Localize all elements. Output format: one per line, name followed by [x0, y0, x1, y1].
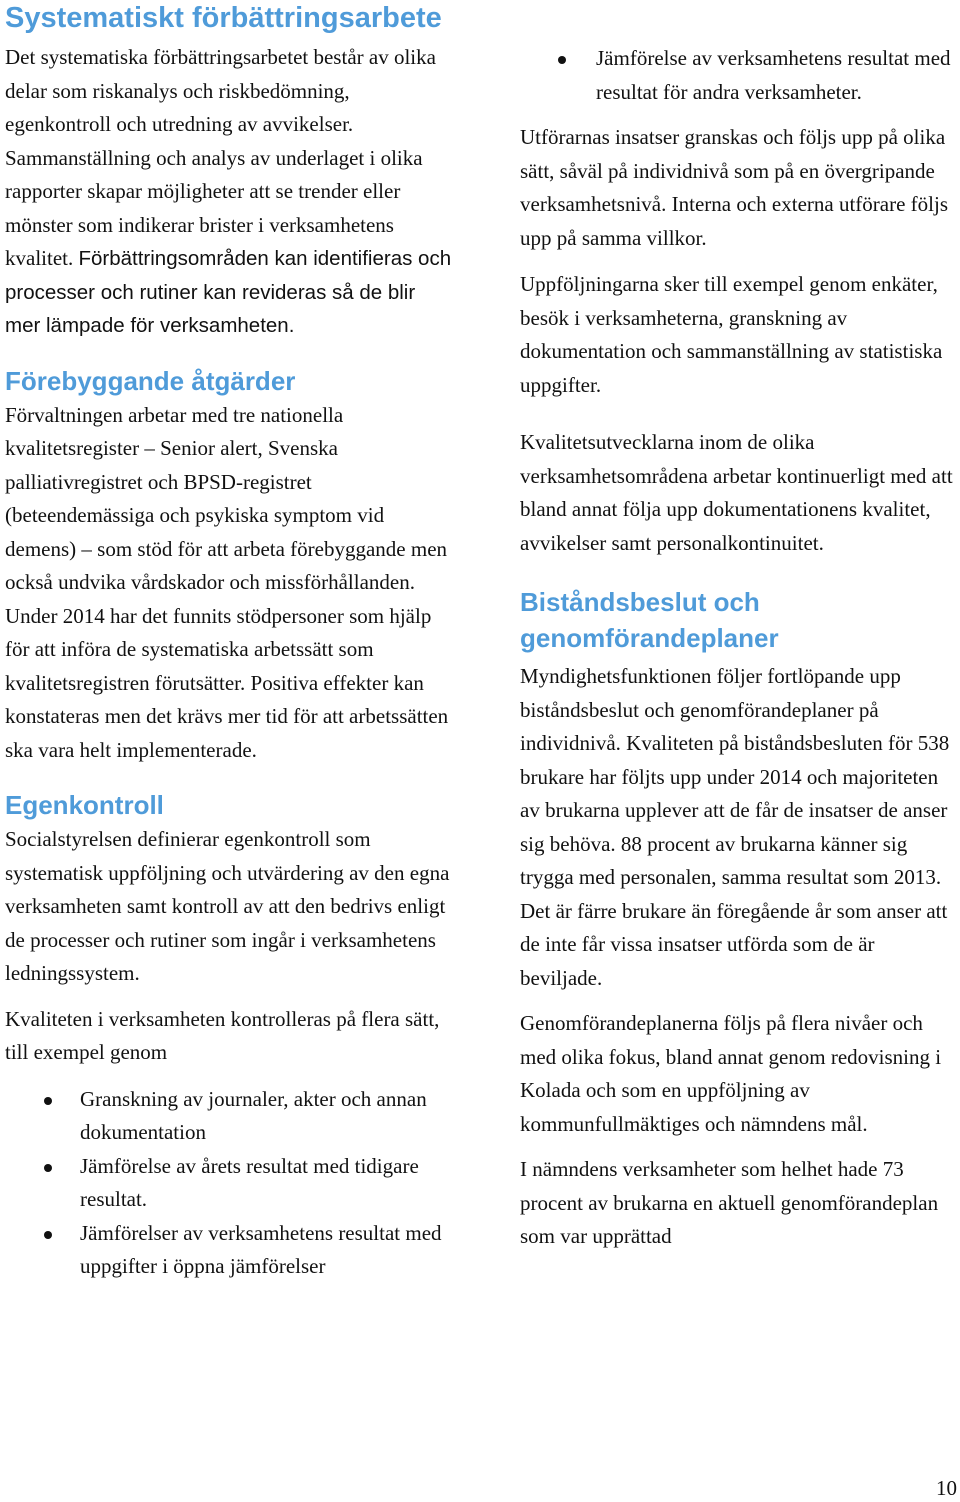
page-number: 10 — [936, 1476, 957, 1500]
list-item — [5, 1083, 455, 1150]
bullet-icon — [558, 56, 566, 64]
plans-statistics-paragraph: I nämndens verksamheter som helhet hade 73 procent av brukarna en aktuell genomförandeplan som var upprättad — [520, 1157, 939, 1248]
right-column — [520, 42, 960, 1254]
quality-developers-paragraph: Kvalitetsutvecklarna inom de olika verksamhetsområdena arbetar kontinuerligt med att bland annat följa upp dokumentationens kvalitet, avvikelser samt personalkontinuitet. — [520, 430, 953, 555]
plans-paragraph: Genomförandeplanerna följs på flera nivåer och med olika fokus, bland annat genom redovisning i Kolada och som en uppföljning av kommunfullmäktiges och nämndens mål. — [520, 1011, 942, 1136]
bullet-icon — [44, 1231, 52, 1239]
followup-methods-paragraph: Uppföljningarna sker till exempel genom enkäter, besök i verksamheterna, granskning av dokumentation och sammanställning av statistiska uppgifter. — [520, 272, 943, 397]
heading-decisions: Biståndsbeslut och genomförandeplaner — [520, 587, 779, 653]
list-item — [5, 1150, 455, 1217]
page-title: Systematiskt förbättringsarbete — [5, 2, 442, 34]
bullet-icon — [44, 1164, 52, 1172]
list-item-text: Granskning av journaler, akter och annan dokumentation — [80, 1086, 427, 1144]
quality-intro-paragraph: Kvaliteten i verksamheten kontrolleras på flera sätt, till exempel genom — [5, 1006, 440, 1064]
quality-bullet-list — [5, 1083, 455, 1284]
heading-prevention: Förebyggande åtgärder — [5, 365, 296, 396]
intro-paragraph — [5, 41, 455, 343]
intro-serif-text: Det systematiska förbättringsarbetet består av olika delar som riskanalys och riskbedömning, egenkontroll och utredning av avvikelser. Sammanställning och analys av underlaget i olika rapporter skapar möjligheter att se trender eller mönster som indikerar brister i verksamhetens kvalitet. — [5, 45, 436, 270]
list-item — [5, 1217, 455, 1284]
selfcontrol-paragraph: Socialstyrelsen definierar egenkontroll som systematisk uppföljning och utvärdering av den egna verksamheten samt kontroll av att den bedrivs enligt de processer och rutiner som ingår i verksamhetens ledningssystem. — [5, 827, 450, 985]
left-column — [5, 0, 455, 1284]
bullet-icon — [44, 1097, 52, 1105]
prevention-paragraph: Förvaltningen arbetar med tre nationella kvalitetsregister – Senior alert, Svenska palliativregistret och BPSD-registret (beteendemässiga och psykiska symptom vid demens) – som stöd för att arbeta förebyggande men också undvika vårdskador och missförhållanden. Under 2014 har det funnits stödpersoner som hjälp för att införa de systematiska arbetssätt som kvalitetsregistren förutsätter. Positiva effekter kan konstateras men det krävs mer tid för att arbetssätten ska vara helt implementerade. — [5, 402, 449, 762]
followup-paragraph: Utförarnas insatser granskas och följs upp på olika sätt, såväl på individnivå som på en övergripande verksamhetsnivå. Interna och externa utförare följs upp på samma villkor. — [520, 125, 948, 250]
list-item — [520, 42, 960, 109]
list-item-text: Jämförelse av verksamhetens resultat med resultat för andra verksamheter. — [596, 46, 951, 104]
heading-selfcontrol: Egenkontroll — [5, 790, 164, 820]
list-item-text: Jämförelse av årets resultat med tidigare resultat. — [80, 1153, 419, 1211]
intro-sans-text: Förbättringsområden kan identifieras och processer och rutiner kan revideras så de blir mer lämpade för verksamheten. — [5, 247, 452, 337]
comparison-bullet-list — [520, 42, 960, 109]
list-item-text: Jämförelser av verksamhetens resultat med uppgifter i öppna jämförelser — [80, 1220, 442, 1278]
decisions-paragraph: Myndighetsfunktionen följer fortlöpande upp biståndsbeslut och genomförandeplaner på individnivå. Kvaliteten på biståndsbesluten för 538 brukare har följts upp under 2014 och majoriteten av brukarna upplever att de får de insatser de anser sig behöva. 88 procent av brukarna känner sig trygga med personalen, samma resultat som 2013. Det är färre brukare än föregående år som anser att de inte får vissa insatser utförda som de är beviljade. — [520, 664, 950, 990]
